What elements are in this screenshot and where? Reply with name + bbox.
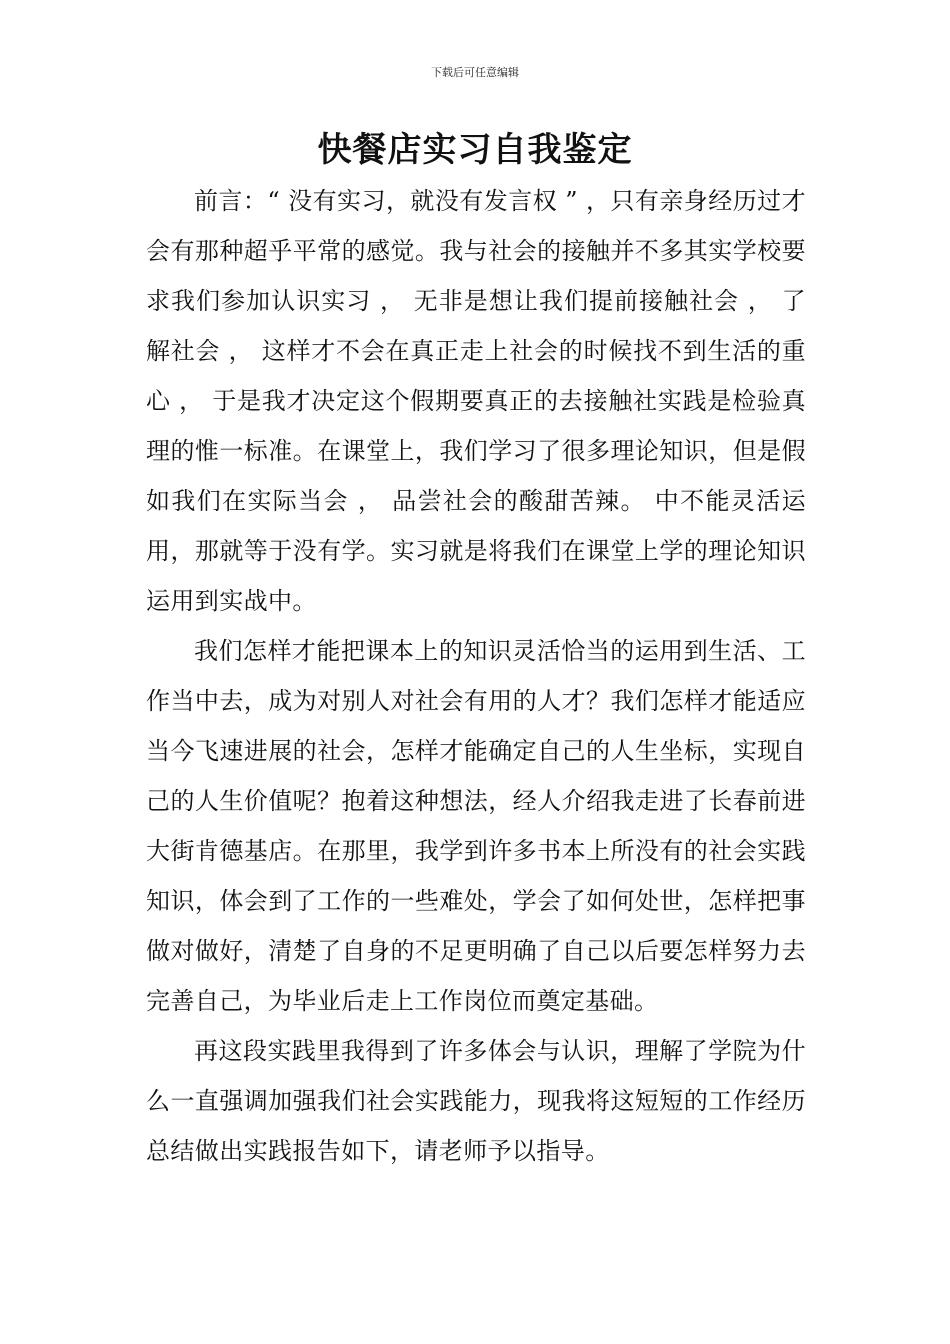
paragraph-3: 再这段实践里我得到了许多体会与认识，理解了学院为什么一直强调加强我们社会实践能力，现我将这短短的工作经历总结做出实践报告如下，请老师予以指导。	[146, 1037, 806, 1165]
paragraph-1: 前言：“ 没有实习，就没有发言权 ” ，只有亲身经历过才会有那种超乎平常的感觉。我与社会的接触并不多其实学校要求我们参加认识实习 ， 无非是想让我们提前接触社会 ， 了解社会 ， 这样才不会在真正走上社会的时候找不到生活的重心 ， 于是我才决定这个假期要真正的去接触社实践是检验真理的惟一标准。在课堂上，我们学习了很多理论知识，但是假如我们在实际当会 ， 品尝社会的酸甜苦辣。 中不能灵活运用，那就等于没有学。实习就是将我们在课堂上学的理论知识运用到实战中。	[146, 187, 806, 615]
document-title: 快餐店实习自我鉴定	[317, 130, 633, 170]
header-note: 下载后可任意编辑	[431, 66, 519, 79]
document-body	[146, 176, 806, 1176]
paragraph-2: 我们怎样才能把课本上的知识灵活恰当的运用到生活、工作当中去，成为对别人对社会有用的人才？我们怎样才能适应当今飞速进展的社会，怎样才能确定自己的人生坐标，实现自己的人生价值呢？抱着这种想法，经人介绍我走进了长春前进大街肯德基店。在那里，我学到许多书本上所没有的社会实践知识，体会到了工作的一些难处，学会了如何处世，怎样把事做对做好，清楚了自身的不足更明确了自己以后要怎样努力去完善自己，为毕业后走上工作岗位而奠定基础。	[146, 637, 806, 1015]
